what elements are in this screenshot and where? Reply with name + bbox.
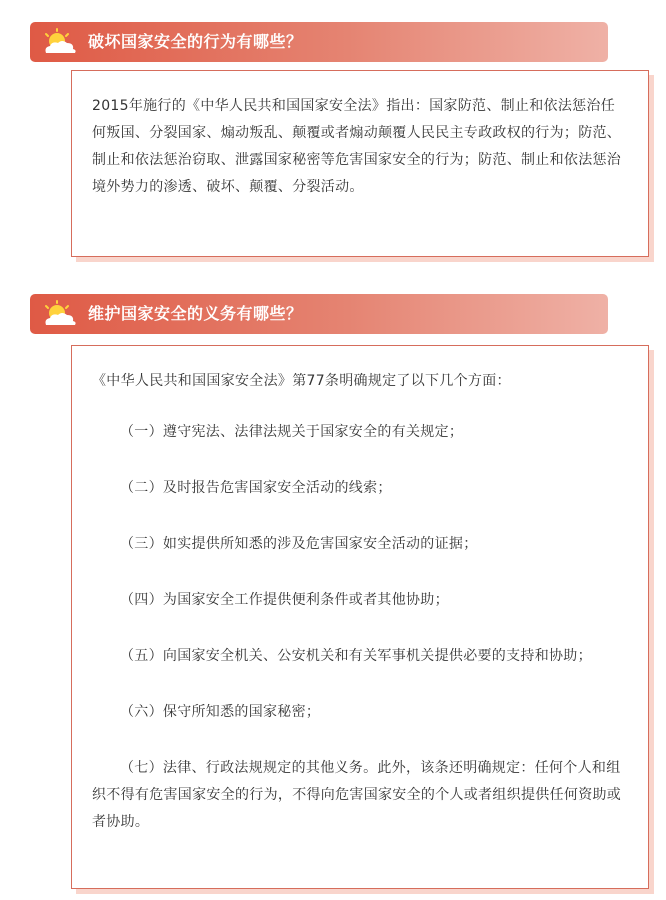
list-item: （五）向国家安全机关、公安机关和有关军事机关提供必要的支持和协助； <box>120 648 592 664</box>
list-item: （一）遵守宪法、法律法规关于国家安全的有关规定； <box>120 424 464 440</box>
list-item: （七）法律、行政法规规定的其他义务。此外，该条还明确规定：任何个人和组织不得有危害国家安全的行为，不得向危害国家安全的个人或者组织提供任何资助或者协助。 <box>92 760 622 830</box>
list-item: （三）如实提供所知悉的涉及危害国家安全活动的证据； <box>120 536 478 552</box>
section1-title: 破坏国家安全的行为有哪些？ <box>88 32 303 51</box>
list-item: （六）保守所知悉的国家秘密； <box>120 704 321 720</box>
list-item: （四）为国家安全工作提供便利条件或者其他协助； <box>120 592 449 608</box>
section1-card <box>71 70 649 257</box>
section2-card <box>71 345 649 889</box>
section2-intro: 《中华人民共和国国家安全法》第77条明确规定了以下几个方面： <box>92 373 511 389</box>
section2-header <box>30 294 608 334</box>
sun-cloud-icon <box>40 300 80 328</box>
list-item: （二）及时报告危害国家安全活动的线索； <box>120 480 392 496</box>
sun-cloud-icon <box>40 28 80 56</box>
section1-header <box>30 22 608 62</box>
section2-title: 维护国家安全的义务有哪些？ <box>88 304 303 323</box>
section1-body: 2015年施行的《中华人民共和国国家安全法》指出：国家防范、制止和依法惩治任何叛国、分裂国家、煽动叛乱、颠覆或者煽动颠覆人民民主专政政权的行为；防范、制止和依法惩治窃取、泄露国家秘密等危害国家安全的行为；防范、制止和依法惩治境外势力的渗透、破坏、颠覆、分裂活动。 <box>92 98 622 195</box>
